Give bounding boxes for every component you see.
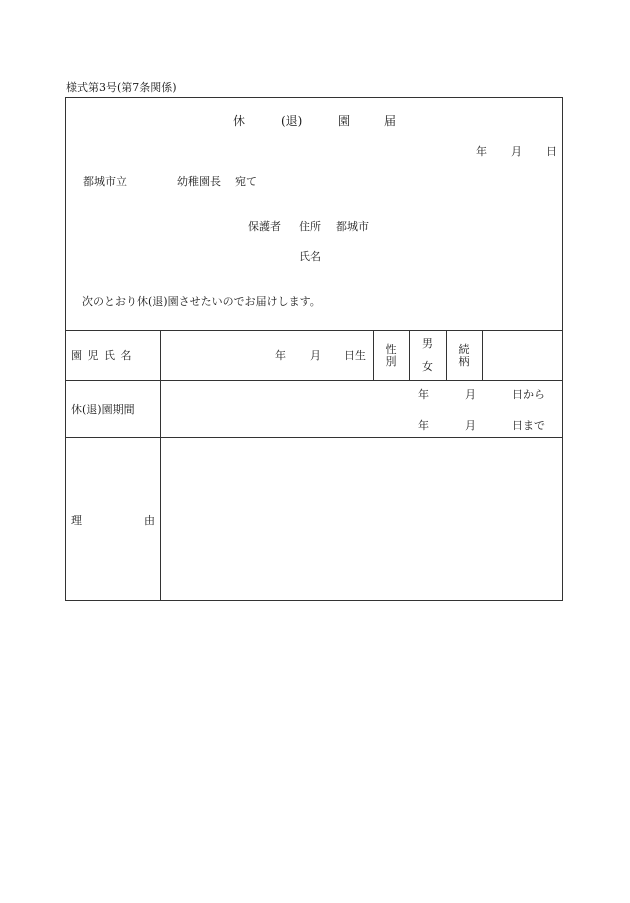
period-to-day: 日まで bbox=[512, 419, 545, 432]
title-char-withdraw: (退) bbox=[281, 114, 303, 128]
divider-relation-left bbox=[446, 330, 447, 380]
form-number-label: 様式第3号(第7条関係) bbox=[66, 81, 177, 94]
period-from-month: 月 bbox=[465, 388, 476, 401]
addressee-city: 都城市立 bbox=[83, 175, 127, 188]
divider-period-bottom bbox=[65, 437, 563, 438]
reason-label-1: 理 bbox=[71, 514, 82, 527]
period-label: 休(退)園期間 bbox=[71, 403, 135, 416]
statement-text: 次のとおり休(退)園させたいのでお届けします。 bbox=[82, 295, 321, 308]
guardian-label: 保護者 bbox=[248, 220, 281, 233]
divider-label-column bbox=[160, 330, 161, 601]
relation-label-2: 柄 bbox=[458, 354, 470, 368]
date-year: 年 bbox=[476, 145, 487, 158]
guardian-address-value: 都城市 bbox=[336, 220, 369, 233]
period-to-year: 年 bbox=[418, 419, 429, 432]
date-month: 月 bbox=[511, 145, 522, 158]
gender-option-female: 女 bbox=[422, 360, 433, 373]
title-char-kindergarten: 園 bbox=[338, 114, 351, 128]
gender-label-2: 別 bbox=[385, 354, 397, 368]
relation-label-1: 続 bbox=[458, 343, 470, 356]
reason-label-2: 由 bbox=[144, 514, 155, 527]
divider-relation-right bbox=[482, 330, 483, 380]
gender-label-1: 性 bbox=[385, 343, 397, 356]
addressee-head: 幼稚園長 bbox=[177, 175, 221, 188]
title-char-rest: 休 bbox=[233, 114, 246, 128]
guardian-name-label: 氏名 bbox=[299, 250, 321, 263]
gender-option-male: 男 bbox=[422, 337, 433, 350]
child-name-label: 園 児 氏 名 bbox=[71, 349, 133, 362]
birth-day: 日生 bbox=[344, 349, 366, 362]
title-char-notice: 届 bbox=[384, 114, 397, 128]
relation-label bbox=[451, 344, 477, 367]
divider-header-bottom bbox=[65, 330, 563, 331]
date-day: 日 bbox=[546, 145, 557, 158]
gender-label bbox=[378, 344, 404, 367]
period-from-day: 日から bbox=[512, 388, 545, 401]
divider-child-bottom bbox=[65, 380, 563, 381]
guardian-address-label: 住所 bbox=[299, 220, 321, 233]
birth-month: 月 bbox=[310, 349, 321, 362]
birth-year: 年 bbox=[275, 349, 286, 362]
addressee-suffix: 宛て bbox=[235, 175, 257, 188]
divider-gender-mid bbox=[409, 330, 410, 380]
divider-gender-left bbox=[373, 330, 374, 380]
period-to-month: 月 bbox=[465, 419, 476, 432]
period-from-year: 年 bbox=[418, 388, 429, 401]
